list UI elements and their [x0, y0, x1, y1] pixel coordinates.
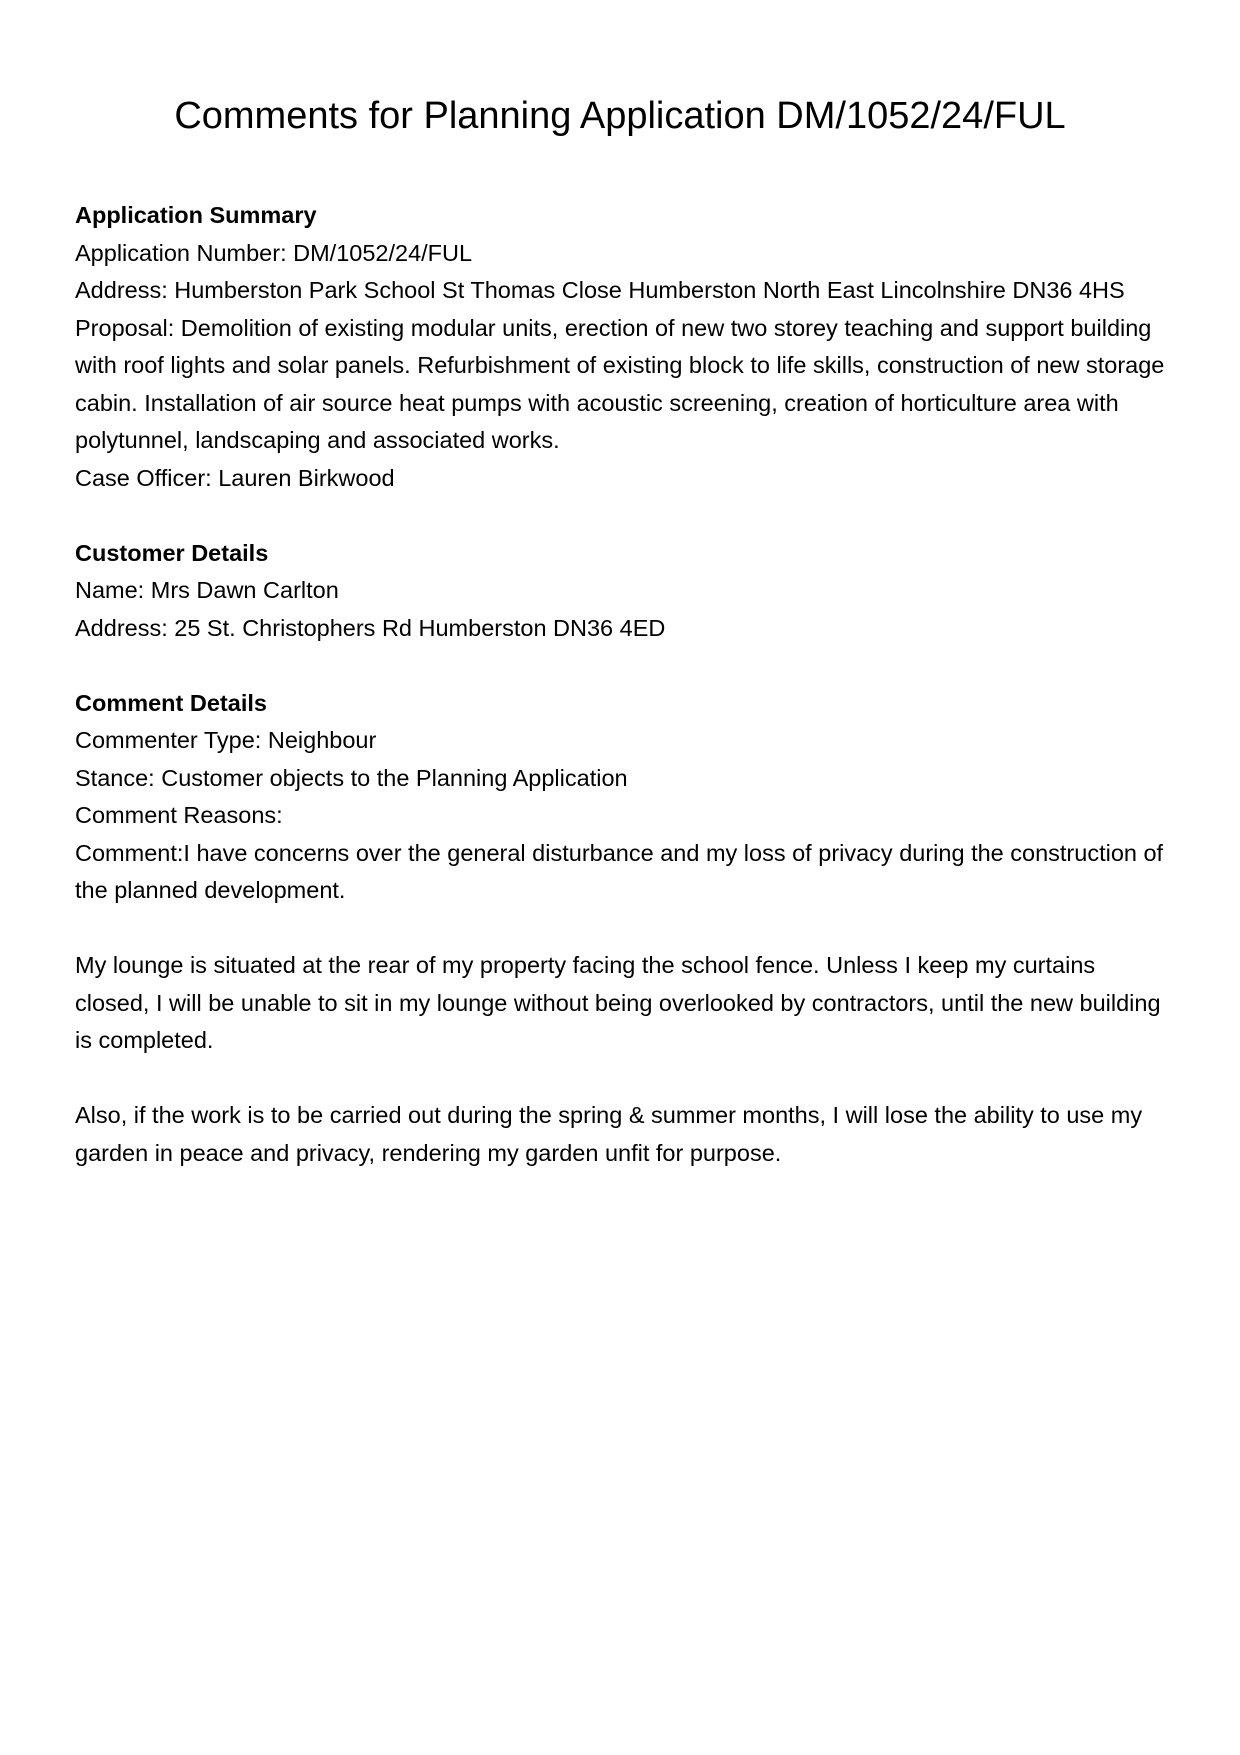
page-title: Comments for Planning Application DM/1052/24/FUL — [174, 95, 1066, 137]
customer-name: Name: Mrs Dawn Carlton — [75, 577, 339, 603]
customer-details-heading: Customer Details — [75, 539, 269, 566]
comment-text: Comment:I have concerns over the general disturbance and my loss of privacy during the construction of the planned development. — [75, 839, 1164, 903]
case-officer: Case Officer: Lauren Birkwood — [75, 464, 395, 491]
comment-paragraph-3: Also, if the work is to be carried out during the spring & summer months, I will lose the ability to use my garden in peace and privacy, rendering my garden unfit for purpose. — [75, 1102, 1143, 1166]
paragraph-spacer — [75, 910, 1175, 948]
application-number: Application Number: DM/1052/24/FUL — [75, 239, 473, 266]
stance: Stance: Customer objects to the Planning Application — [75, 764, 628, 791]
section-spacer — [75, 647, 1175, 685]
application-summary-heading: Application Summary — [75, 202, 317, 228]
customer-address: Address: 25 St. Christophers Rd Humberston DN36 4ED — [75, 614, 666, 641]
application-summary-section — [75, 197, 1175, 497]
paragraph-spacer — [75, 1060, 1175, 1098]
commenter-type: Commenter Type: Neighbour — [75, 727, 377, 753]
document-body — [75, 197, 1175, 1172]
section-spacer — [75, 497, 1175, 535]
customer-details-section — [75, 535, 1175, 648]
application-proposal: Proposal: Demolition of existing modular units, erection of new two storey teaching and support building with roof lights and solar panels. Refurbishment of existing block to life skills, construction of new storage cabin. Installation of air source heat pumps with acoustic screening, creation of horticulture area with polytunnel, landscaping and associated works. — [75, 314, 1165, 453]
application-address: Address: Humberston Park School St Thomas Close Humberston North East Lincolnshire DN36 4HS — [75, 277, 1125, 303]
comment-details-heading: Comment Details — [75, 689, 267, 716]
comment-paragraph-2: My lounge is situated at the rear of my property facing the school fence. Unless I keep my curtains closed, I will be unable to sit in my lounge without being overlooked by contractors, until the new building is completed. — [75, 952, 1161, 1053]
comment-reasons: Comment Reasons: — [75, 802, 283, 828]
comment-details-section — [75, 685, 1175, 1173]
